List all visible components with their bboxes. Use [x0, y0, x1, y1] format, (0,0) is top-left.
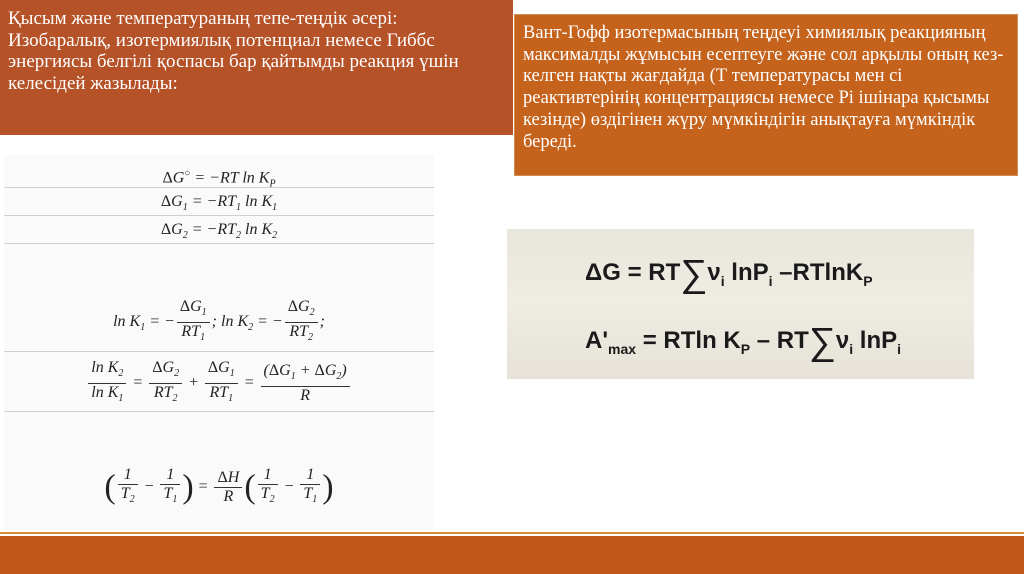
formula-row: ( $\frac{1}{T_2}$ − $\frac{1}{T_1}$ ) = $\frac{\Delta H}{R}$ ( $\frac{1}{T_2}$ − $\frac{1}{T_1}$ )	[104, 465, 334, 506]
formula-row: $\ln K_1$ = − $\frac{\Delta G_1}{RT_1}$ ; $\ln K_2$ = − $\frac{\Delta G_2}{RT_2}$ ;	[4, 293, 434, 352]
equation-line: $\Delta G = RT\sum\nu_i$ lnP$_i$ –RTlnK$_P$	[585, 253, 873, 295]
vant-hoff-equations-image	[507, 229, 974, 379]
left-text-box	[0, 0, 513, 135]
left-text: Қысым және температураның тепе-теңдік әсері: Изобаралық, изотермиялық потенциал немесе Гиббс энергиясы белгілі қоспасы бар қайтымды реакция үшін келесідей жазылады:	[8, 8, 459, 94]
equation-line: $A'_{max} = RTln$ $K_P - RT\sum\nu_i$ lnP$_i$	[585, 321, 902, 363]
footer-line	[0, 532, 1024, 534]
footer-bar	[0, 536, 1024, 574]
formula-row: $\frac{\ln K_2}{\ln K_1}$ = $\frac{\Delta G_2}{RT_2}$ + $\frac{\Delta G_1}{RT_1}$ = $\frac{(\Delta G_1 + \Delta G_2)}{R}$	[4, 355, 434, 412]
right-text-box	[514, 14, 1018, 176]
right-text: Вант-Гофф изотермасының теңдеуі химиялық реакцияның максималды жұмысын есептеуге және сол арқылы оның кез-келген нақты жағдайда (Т температурасы мен сі реактивтерінің концентрациясы немесе Рі ішінара қысымы кезінде) өздігінен жүру мүмкіндігін анықтауға мүмкіндік береді.	[523, 23, 1004, 152]
formula-row: $\Delta G_1 = -RT_1$ $\ln K_1$	[4, 189, 434, 216]
formula-row: $\Delta G_2 = -RT_2$ $\ln K_2$	[4, 217, 434, 244]
formula-row: ΔG○ = −RT $\ln K_P$	[4, 161, 434, 188]
gibbs-formulas-image	[4, 155, 434, 530]
